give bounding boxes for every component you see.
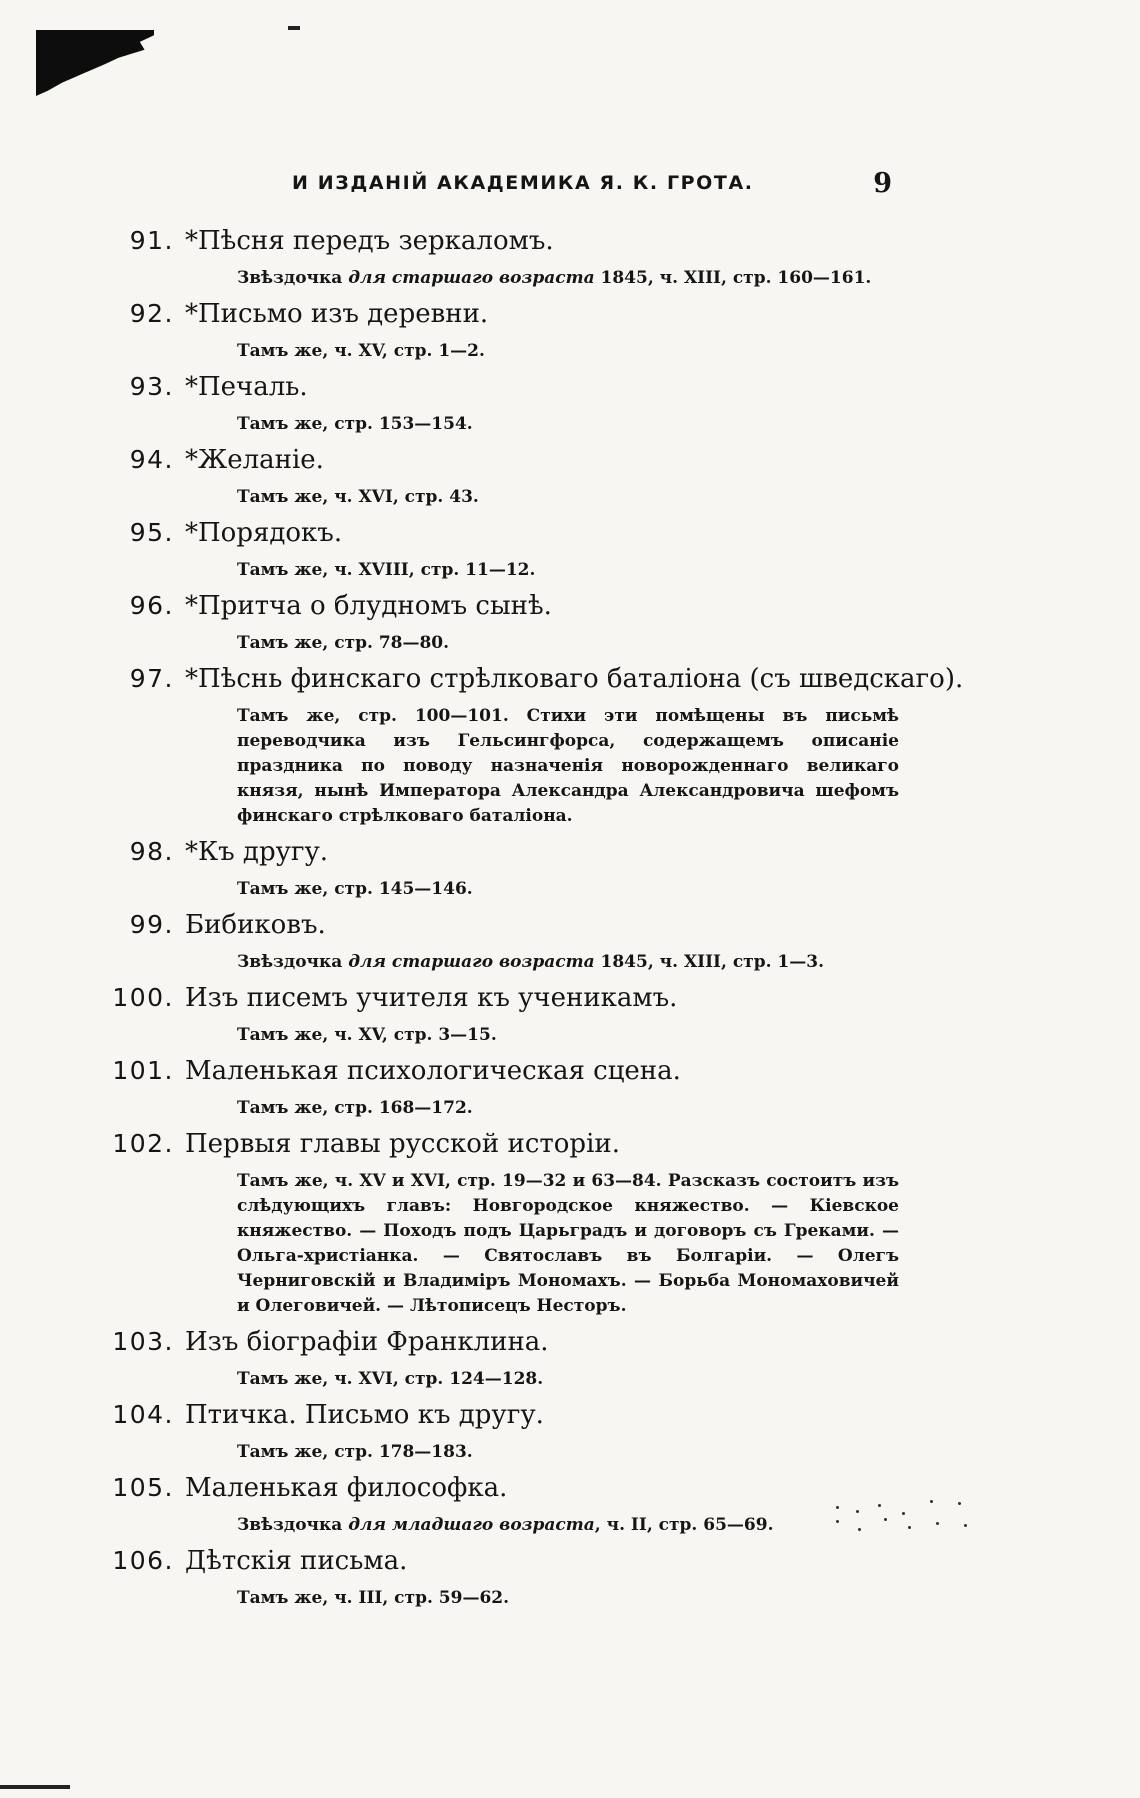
entry-number: 97. bbox=[129, 664, 174, 693]
bibliography-entry bbox=[0, 1546, 1140, 1611]
entry-title: *Къ другу. bbox=[185, 837, 329, 867]
entry-title: *Притча о блудномъ сынѣ. bbox=[185, 591, 552, 621]
entry-heading bbox=[0, 591, 1140, 631]
entry-heading bbox=[0, 837, 1140, 877]
entry-number: 91. bbox=[129, 226, 174, 255]
entry-heading bbox=[0, 445, 1140, 485]
entry-source bbox=[237, 1096, 899, 1121]
scan-artifact-corner bbox=[36, 30, 154, 96]
entry-source bbox=[237, 704, 899, 829]
entry-title: Первыя главы русской исторіи. bbox=[185, 1129, 620, 1159]
bibliography-entry bbox=[0, 1129, 1140, 1319]
entry-source bbox=[237, 1169, 899, 1319]
bibliography-entry bbox=[0, 591, 1140, 656]
source-prefix: Звѣздочка bbox=[237, 1515, 349, 1535]
source-reference: Тамъ же, стр. 100—101. bbox=[237, 706, 527, 726]
entry-title: *Порядокъ. bbox=[185, 518, 343, 548]
entry-source bbox=[237, 1513, 899, 1538]
entry-number: 103. bbox=[112, 1327, 174, 1356]
bibliography-entry bbox=[0, 983, 1140, 1048]
entry-note-text: Стихи эти помѣщены въ письмѣ переводчика изъ Гельсингфорса, содержащемъ описаніе праздника по поводу назначенія новорожденнаго великаго князя, нынѣ Императора Александра Александровича шефомъ финскаго стрѣлковаго баталіона. bbox=[237, 706, 899, 826]
entry-source bbox=[237, 266, 899, 291]
bibliography-entry bbox=[0, 1473, 1140, 1538]
bibliography-entry bbox=[0, 1400, 1140, 1465]
source-reference: Тамъ же, ч. XVI, стр. 43. bbox=[237, 487, 479, 507]
source-reference: Тамъ же, стр. 78—80. bbox=[237, 633, 450, 653]
entry-number: 99. bbox=[129, 910, 174, 939]
entry-number: 105. bbox=[112, 1473, 174, 1502]
entry-source bbox=[237, 412, 899, 437]
entry-number: 95. bbox=[129, 518, 174, 547]
entry-title: *Желаніе. bbox=[185, 445, 324, 475]
entry-source bbox=[237, 631, 899, 656]
scan-artifact-bottom bbox=[0, 1785, 70, 1789]
entry-heading bbox=[0, 1473, 1140, 1513]
entry-number: 92. bbox=[129, 299, 174, 328]
source-reference: Тамъ же, ч. XV и XVI, стр. 19—32 и 63—84. bbox=[237, 1171, 668, 1191]
entry-heading bbox=[0, 1129, 1140, 1169]
entry-title: Бибиковъ. bbox=[185, 910, 326, 940]
bibliography-entry bbox=[0, 1327, 1140, 1392]
entry-source bbox=[237, 1440, 899, 1465]
entry-heading bbox=[0, 983, 1140, 1023]
source-reference: Тамъ же, стр. 153—154. bbox=[237, 414, 473, 434]
entry-heading bbox=[0, 299, 1140, 339]
page-number: 9 bbox=[873, 168, 892, 199]
entry-heading bbox=[0, 226, 1140, 266]
entry-title: Дѣтскія письма. bbox=[185, 1546, 408, 1576]
entry-number: 104. bbox=[112, 1400, 174, 1429]
bibliography-entry bbox=[0, 1056, 1140, 1121]
running-header-title: И ИЗДАНІЙ АКАДЕМИКА Я. К. ГРОТА. bbox=[292, 172, 754, 194]
running-header bbox=[292, 168, 892, 198]
bibliography-entry bbox=[0, 226, 1140, 291]
entry-source bbox=[237, 950, 899, 975]
source-prefix: Звѣздочка bbox=[237, 268, 349, 288]
entry-number: 101. bbox=[112, 1056, 174, 1085]
source-reference: Тамъ же, ч. XV, стр. 3—15. bbox=[237, 1025, 497, 1045]
entry-heading bbox=[0, 518, 1140, 558]
periodical-title: для младшаго возраста bbox=[348, 1515, 595, 1535]
entry-number: 94. bbox=[129, 445, 174, 474]
bibliography-entry bbox=[0, 372, 1140, 437]
entry-number: 93. bbox=[129, 372, 174, 401]
entry-note-text: Разсказъ состоитъ изъ слѣдующихъ главъ: Новгородское княжество. — Кіевское княжество. — Походъ подъ Царьградъ и договоръ съ Греками. — Ольга-христіанка. — Святославъ въ Болгаріи. — Олегъ Черниговскій и Владиміръ Мономахъ. — Борьба Мономаховичей и Олеговичей. — Лѣтописецъ Несторъ. bbox=[237, 1171, 899, 1316]
entry-number: 96. bbox=[129, 591, 174, 620]
bibliography-entry bbox=[0, 518, 1140, 583]
entry-heading bbox=[0, 1400, 1140, 1440]
entry-title: Изъ писемъ учителя къ ученикамъ. bbox=[185, 983, 678, 1013]
source-reference: Тамъ же, ч. XVI, стр. 124—128. bbox=[237, 1369, 544, 1389]
entry-source bbox=[237, 1367, 899, 1392]
source-reference: Тамъ же, ч. XVIII, стр. 11—12. bbox=[237, 560, 536, 580]
entry-title: Изъ біографіи Франклина. bbox=[185, 1327, 549, 1357]
entry-title: Птичка. Письмо къ другу. bbox=[185, 1400, 544, 1430]
entry-heading bbox=[0, 1327, 1140, 1367]
source-reference: Тамъ же, ч. XV, стр. 1—2. bbox=[237, 341, 485, 361]
bibliography-entry bbox=[0, 664, 1140, 829]
entry-title: *Пѣснь финскаго стрѣлковаго баталіона (съ шведскаго). bbox=[185, 664, 964, 694]
entry-title: *Печаль. bbox=[185, 372, 308, 402]
bibliography-list bbox=[0, 226, 1140, 1619]
periodical-title: для старшаго возраста bbox=[348, 268, 595, 288]
entry-heading bbox=[0, 910, 1140, 950]
bibliography-entry bbox=[0, 837, 1140, 902]
entry-source bbox=[237, 1023, 899, 1048]
entry-source bbox=[237, 339, 899, 364]
bibliography-entry bbox=[0, 910, 1140, 975]
entry-number: 106. bbox=[112, 1546, 174, 1575]
source-reference: Тамъ же, стр. 168—172. bbox=[237, 1098, 473, 1118]
entry-source bbox=[237, 558, 899, 583]
entry-title: *Пѣсня передъ зеркаломъ. bbox=[185, 226, 554, 256]
entry-heading bbox=[0, 1546, 1140, 1586]
source-reference: , ч. II, стр. 65—69. bbox=[594, 1515, 774, 1535]
entry-source bbox=[237, 877, 899, 902]
entry-title: *Письмо изъ деревни. bbox=[185, 299, 489, 329]
source-prefix: Звѣздочка bbox=[237, 952, 349, 972]
source-reference: Тамъ же, стр. 145—146. bbox=[237, 879, 473, 899]
entry-heading bbox=[0, 664, 1140, 704]
entry-number: 102. bbox=[112, 1129, 174, 1158]
entry-title: Маленькая психологическая сцена. bbox=[185, 1056, 681, 1086]
bibliography-entry bbox=[0, 299, 1140, 364]
entry-source bbox=[237, 1586, 899, 1611]
entry-title: Маленькая философка. bbox=[185, 1473, 508, 1503]
entry-number: 100. bbox=[112, 983, 174, 1012]
entry-heading bbox=[0, 1056, 1140, 1096]
entry-number: 98. bbox=[129, 837, 174, 866]
source-reference: 1845, ч. XIII, стр. 1—3. bbox=[594, 952, 825, 972]
entry-source bbox=[237, 485, 899, 510]
entry-heading bbox=[0, 372, 1140, 412]
source-reference: Тамъ же, ч. III, стр. 59—62. bbox=[237, 1588, 510, 1608]
scan-artifact-dash bbox=[288, 26, 300, 30]
bibliography-entry bbox=[0, 445, 1140, 510]
source-reference: 1845, ч. XIII, стр. 160—161. bbox=[594, 268, 872, 288]
periodical-title: для старшаго возраста bbox=[348, 952, 595, 972]
source-reference: Тамъ же, стр. 178—183. bbox=[237, 1442, 473, 1462]
